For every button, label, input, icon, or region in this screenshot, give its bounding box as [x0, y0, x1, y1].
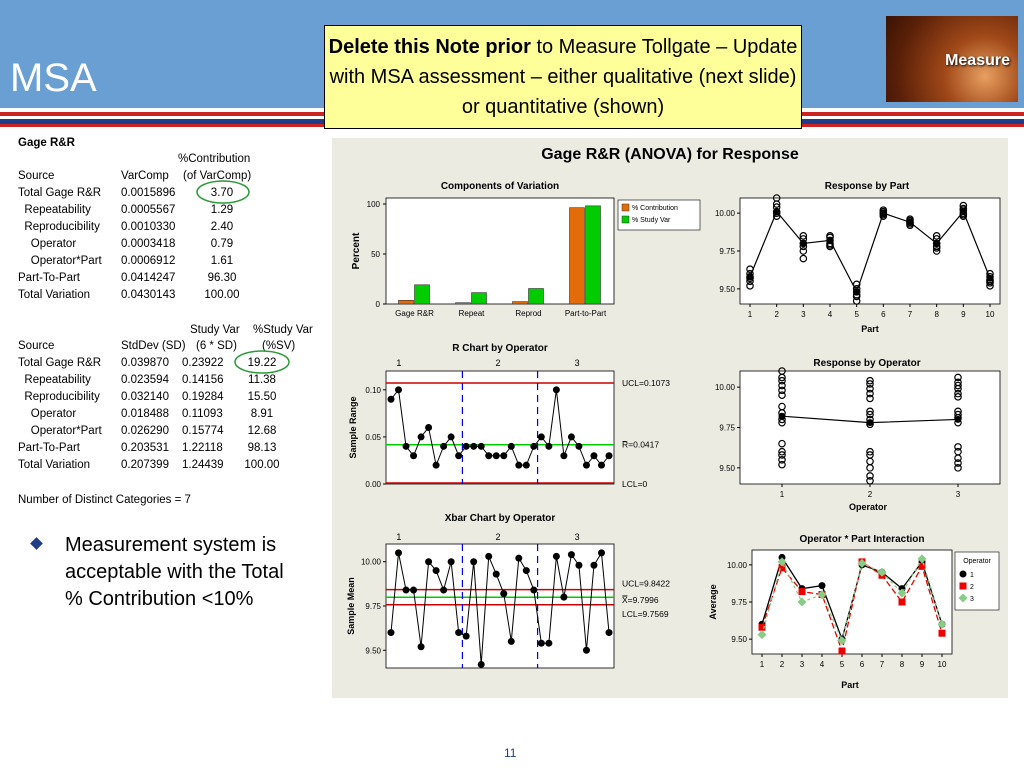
table2-stddev: 0.023594 — [121, 374, 169, 386]
table2-col-source: Source — [18, 340, 55, 352]
components-bar — [472, 293, 487, 304]
xbar-point — [575, 562, 582, 569]
xbar-point — [598, 549, 605, 556]
slide-title: MSA — [10, 56, 97, 100]
highlight-contribution-ellipse — [197, 181, 249, 203]
table2-source: Operator — [18, 408, 77, 420]
table2-stddev: 0.026290 — [121, 425, 169, 437]
by-part-mean-point — [800, 240, 807, 247]
xbar-point — [388, 629, 395, 636]
components-legend-swatch — [622, 204, 629, 211]
page-number: 11 — [504, 746, 517, 760]
by-operator-mean-point — [779, 413, 786, 420]
table1-varcomp: 0.0010330 — [121, 221, 176, 233]
components-bar — [529, 289, 544, 305]
table1-varcomp: 0.0015896 — [121, 187, 176, 199]
by-part-xtick-label: 10 — [985, 310, 995, 319]
table2-6sd: 0.11093 — [182, 408, 223, 420]
interaction-xtick-label: 3 — [799, 660, 805, 669]
table2-sv: 15.50 — [247, 391, 277, 403]
table1-source: Operator*Part — [18, 255, 102, 267]
measure-badge-image — [886, 16, 1018, 102]
rchart-ytick-label: 0.10 — [365, 385, 381, 395]
stats-heading: Gage R&R — [18, 137, 75, 149]
by-operator-ytick-label: 10.00 — [714, 383, 735, 393]
by-part-xtick-label: 8 — [934, 310, 939, 319]
rchart-operator-label: 2 — [495, 358, 501, 368]
by-part-mean-point — [853, 288, 860, 295]
interaction-title: Operator * Part Interaction — [799, 534, 925, 545]
rchart-point — [478, 443, 485, 450]
xbar-ucl-label: UCL=9.8422 — [622, 578, 670, 589]
table2-row — [18, 425, 328, 439]
xbar-point — [583, 647, 590, 654]
table2-col-6sd: (6 * SD) — [196, 340, 237, 352]
by-part-ytick-label: 9.50 — [719, 284, 735, 294]
interaction-point — [819, 582, 826, 589]
components-ytick-label: 100 — [366, 200, 380, 209]
components-xtick-label: Repeat — [458, 309, 485, 318]
by-operator-ytick-label: 9.50 — [719, 463, 735, 473]
table2-source: Operator*Part — [18, 425, 102, 437]
rchart-point — [418, 433, 425, 440]
components-ytick-label: 50 — [371, 250, 380, 259]
by-operator-ytick-label: 9.75 — [719, 423, 735, 433]
rchart-operator-label: 3 — [574, 358, 580, 368]
interaction-point — [799, 588, 806, 595]
table1-pct: 3.70 — [210, 187, 234, 199]
measure-badge-label: Measure — [945, 52, 1010, 69]
by-operator-xtick-label: 2 — [867, 490, 873, 499]
table1-pct: 1.29 — [210, 204, 234, 216]
interaction-xtick-label: 8 — [899, 660, 905, 669]
by-part-xtick-label: 4 — [827, 310, 833, 319]
xbar-point — [433, 567, 440, 574]
components-xtick-label: Reprod — [515, 309, 542, 318]
rchart-point — [485, 452, 492, 459]
table2-stddev: 0.203531 — [121, 442, 169, 454]
xbar-point — [470, 558, 477, 565]
by-part-ytick-label: 9.75 — [719, 247, 735, 256]
gage-rr-dashboard — [332, 138, 1008, 698]
table2-row — [18, 459, 328, 473]
table1-varcomp: 0.0006912 — [121, 255, 176, 267]
table1-source: Repeatability — [18, 204, 91, 216]
xbar-point — [493, 571, 500, 578]
table1-varcomp: 0.0430143 — [121, 289, 176, 301]
interaction-legend-marker — [960, 571, 967, 578]
interaction-point — [839, 648, 846, 655]
interaction-legend-marker — [960, 583, 967, 590]
table2-row — [18, 408, 328, 422]
components-bar — [570, 208, 585, 304]
xbar-point — [538, 640, 545, 647]
interaction-xtick-label: 4 — [819, 660, 825, 669]
xbar-point — [508, 638, 515, 645]
components-xtick-label: Gage R&R — [395, 309, 434, 318]
table1-pct: 2.40 — [210, 221, 234, 233]
rchart-point — [433, 462, 440, 469]
table1-varcomp: 0.0003418 — [121, 238, 176, 250]
interaction-xtick-label: 6 — [859, 660, 865, 669]
xbar-point — [568, 551, 575, 558]
components-ylabel: Percent — [351, 232, 362, 270]
dashboard-title: Gage R&R (ANOVA) for Response — [541, 146, 799, 163]
xbar-point — [410, 587, 417, 594]
by-part-xtick-label: 7 — [907, 310, 913, 319]
by-part-xtick-label: 5 — [854, 310, 859, 319]
table2-sv: 19.22 — [247, 357, 277, 369]
highlight-ellipses — [0, 0, 330, 400]
rchart-point — [598, 462, 605, 469]
rchart-point — [523, 462, 530, 469]
rchart-operator-label: 1 — [396, 358, 402, 368]
interaction-xtick-label: 2 — [779, 660, 785, 669]
xbar-point — [606, 629, 613, 636]
xbar-point — [545, 640, 552, 647]
rchart-point — [508, 443, 515, 450]
table1-header-contribution: %Contribution — [178, 153, 251, 165]
rchart-point — [575, 443, 582, 450]
components-bar — [415, 285, 430, 304]
xbar-point — [463, 633, 470, 640]
rchart-point — [530, 443, 537, 450]
components-xtick-label: Part-to-Part — [564, 309, 607, 318]
table2-stddev: 0.032140 — [121, 391, 169, 403]
components-bar — [456, 303, 471, 304]
note-bold-text: Delete this Note prior — [328, 36, 531, 58]
interaction-xtick-label: 1 — [759, 660, 765, 669]
by-part-mean-point — [907, 219, 914, 226]
table2-stddev: 0.018488 — [121, 408, 169, 420]
by-operator-mean-point — [955, 416, 962, 423]
rchart-point — [470, 443, 477, 450]
by-operator-mean-point — [867, 419, 874, 426]
by-part-mean-point — [773, 208, 780, 215]
by-part-ytick-label: 10.00 — [714, 209, 735, 219]
by-part-xtick-label: 9 — [961, 310, 966, 319]
components-legend-label: % Study Var — [632, 217, 671, 224]
xbar-point — [403, 587, 410, 594]
table1-col-pct: (of VarComp) — [183, 170, 252, 182]
table2-row — [18, 442, 328, 456]
rchart-title: R Chart by Operator — [452, 343, 548, 354]
rchart-point — [545, 443, 552, 450]
xbar-point — [553, 553, 560, 560]
tollgate-note — [324, 25, 802, 129]
rchart-point — [425, 424, 432, 431]
components-legend-swatch — [622, 216, 629, 223]
interaction-point — [939, 630, 946, 637]
interaction-legend-label: 1 — [970, 572, 974, 579]
rchart-point — [493, 452, 500, 459]
note-text: to Measure Tollgate – Update with MSA assessment – either qualitative (next slide) or quantitative (shown) — [329, 36, 798, 118]
xbar-ytick-label: 10.00 — [360, 557, 381, 567]
xbar-point — [500, 590, 507, 597]
by-part-xtick-label: 6 — [881, 310, 886, 319]
rchart-plot-area — [386, 371, 614, 484]
components-legend-label: % Contribution — [632, 205, 678, 212]
xbar-point — [395, 549, 402, 556]
by-operator-xtick-label: 3 — [955, 490, 961, 499]
bullet-text: Measurement system is acceptable with the Total % Contribution <10% — [65, 534, 284, 610]
interaction-xtick-label: 10 — [937, 660, 947, 669]
table1-pct: 100.00 — [204, 289, 240, 301]
table2-6sd: 0.15774 — [182, 425, 224, 437]
xbar-operator-label: 2 — [495, 532, 501, 542]
rchart-ucl-label: UCL=0.1073 — [622, 377, 670, 388]
table2-source: Total Variation — [18, 459, 91, 471]
rchart-point — [455, 452, 462, 459]
rchart-point — [395, 386, 402, 393]
table2-source: Total Gage R&R — [18, 357, 102, 369]
xbar-point — [425, 558, 432, 565]
table2-6sd: 0.23922 — [182, 357, 224, 369]
xbar-point — [455, 629, 462, 636]
xbar-point — [448, 558, 455, 565]
xbar-point — [418, 643, 425, 650]
interaction-ytick-label: 9.75 — [731, 598, 747, 607]
rchart-point — [463, 443, 470, 450]
by-operator-xtick-label: 1 — [779, 490, 785, 499]
rchart-point — [590, 452, 597, 459]
xbar-point — [485, 553, 492, 560]
table1-source: Total Variation — [18, 289, 91, 301]
by-part-xtick-label: 2 — [774, 310, 779, 319]
rchart-point — [388, 396, 395, 403]
by-part-mean-point — [933, 240, 940, 247]
rchart-center-label: R̅=0.0417 — [622, 439, 660, 450]
by-part-mean-point — [987, 275, 994, 282]
xbar-title: Xbar Chart by Operator — [444, 513, 556, 524]
rchart-point — [440, 443, 447, 450]
interaction-xtick-label: 9 — [919, 660, 925, 669]
xbar-operator-label: 1 — [396, 532, 402, 542]
table2-stddev: 0.039870 — [121, 357, 169, 369]
table2-col-studyvar: Study Var — [190, 324, 240, 336]
table1-pct: 1.61 — [210, 255, 234, 267]
rchart-ylabel: Sample Range — [348, 396, 358, 459]
by-operator-title: Response by Operator — [813, 358, 921, 369]
table2-6sd: 1.24439 — [182, 459, 224, 471]
components-bar — [399, 300, 414, 304]
components-bar — [513, 302, 528, 304]
table2-sv: 12.68 — [247, 425, 277, 437]
by-part-mean-point — [960, 208, 967, 215]
table1-varcomp: 0.0414247 — [121, 272, 176, 284]
table1-col-varcomp: VarComp — [121, 170, 169, 182]
rchart-point — [410, 452, 417, 459]
table2-sv: 11.38 — [248, 374, 276, 386]
rchart-point — [606, 452, 613, 459]
table2-col-stddev: StdDev (SD) — [121, 340, 186, 352]
rchart-point — [553, 386, 560, 393]
rchart-point — [583, 462, 590, 469]
by-operator-xlabel: Operator — [848, 502, 888, 512]
by-part-xtick-label: 3 — [801, 310, 806, 319]
table1-source: Reproducibility — [18, 221, 100, 233]
rchart-point — [560, 452, 567, 459]
xbar-point — [560, 594, 567, 601]
table2-6sd: 1.22118 — [182, 442, 223, 454]
by-part-mean-point — [747, 273, 754, 280]
rchart-point — [448, 433, 455, 440]
table1-col-source: Source — [18, 170, 55, 182]
rchart-point — [568, 433, 575, 440]
rchart-point — [538, 433, 545, 440]
interaction-legend-label: 2 — [970, 584, 974, 591]
table2-source: Part-To-Part — [18, 442, 80, 454]
table1-pct: 0.79 — [210, 238, 234, 250]
table2-source: Reproducibility — [18, 391, 100, 403]
table1-source: Total Gage R&R — [18, 187, 102, 199]
interaction-ylabel: Average — [708, 584, 718, 620]
dashboard-svg — [332, 138, 1008, 698]
table2-col-sv: (%SV) — [262, 340, 296, 352]
interaction-xtick-label: 5 — [839, 660, 845, 669]
xbar-ylabel: Sample Mean — [346, 577, 356, 635]
by-part-xtick-label: 1 — [747, 310, 753, 319]
highlight-studyvar-ellipse — [235, 351, 289, 373]
table1-source: Operator — [18, 238, 77, 250]
table2-6sd: 0.19284 — [182, 391, 224, 403]
interaction-xtick-label: 7 — [879, 660, 885, 669]
by-part-mean-point — [880, 210, 887, 217]
bullet-diamond-icon — [30, 537, 43, 550]
xbar-point — [440, 587, 447, 594]
xbar-lcl-label: LCL=9.7569 — [622, 608, 669, 619]
rchart-ytick-label: 0.00 — [365, 480, 381, 489]
components-ytick-label: 0 — [375, 300, 380, 309]
xbar-ytick-label: 9.50 — [365, 646, 381, 656]
components-bar — [586, 206, 601, 304]
interaction-legend-title: Operator — [963, 558, 991, 565]
interaction-ytick-label: 10.00 — [726, 560, 747, 570]
rchart-point — [515, 462, 522, 469]
ndc-text: Number of Distinct Categories = 7 — [18, 494, 191, 506]
xbar-point — [530, 587, 537, 594]
table2-sv: 8.91 — [250, 408, 274, 420]
table2-sv: 100.00 — [244, 459, 280, 471]
table1-source: Part-To-Part — [18, 272, 80, 284]
interaction-point — [899, 599, 906, 606]
table1-pct: 96.30 — [207, 272, 237, 284]
interaction-legend-label: 3 — [970, 596, 974, 603]
interaction-xlabel: Part — [841, 680, 859, 690]
by-part-title: Response by Part — [824, 181, 910, 192]
interaction-ytick-label: 9.50 — [731, 635, 747, 645]
xbar-point — [590, 562, 597, 569]
rchart-lcl-label: LCL=0 — [622, 479, 648, 489]
rchart-point — [403, 443, 410, 450]
xbar-point — [515, 555, 522, 562]
by-part-xlabel: Part — [861, 324, 879, 334]
table2-col-pctsv: %Study Var — [253, 324, 313, 336]
xbar-ytick-label: 9.75 — [365, 602, 381, 611]
components-title: Components of Variation — [440, 181, 560, 192]
xbar-operator-label: 3 — [574, 532, 580, 542]
table1-varcomp: 0.0005567 — [121, 204, 176, 216]
xbar-point — [523, 567, 530, 574]
table2-source: Repeatability — [18, 374, 91, 386]
xbar-point — [478, 661, 485, 668]
rchart-ytick-label: 0.05 — [365, 432, 381, 442]
rchart-point — [500, 452, 507, 459]
xbar-center-label: X̿=9.7996 — [622, 595, 659, 606]
table2-6sd: 0.14156 — [182, 374, 224, 386]
table2-stddev: 0.207399 — [121, 459, 169, 471]
by-part-mean-point — [827, 237, 834, 244]
table2-sv: 98.13 — [247, 442, 277, 454]
